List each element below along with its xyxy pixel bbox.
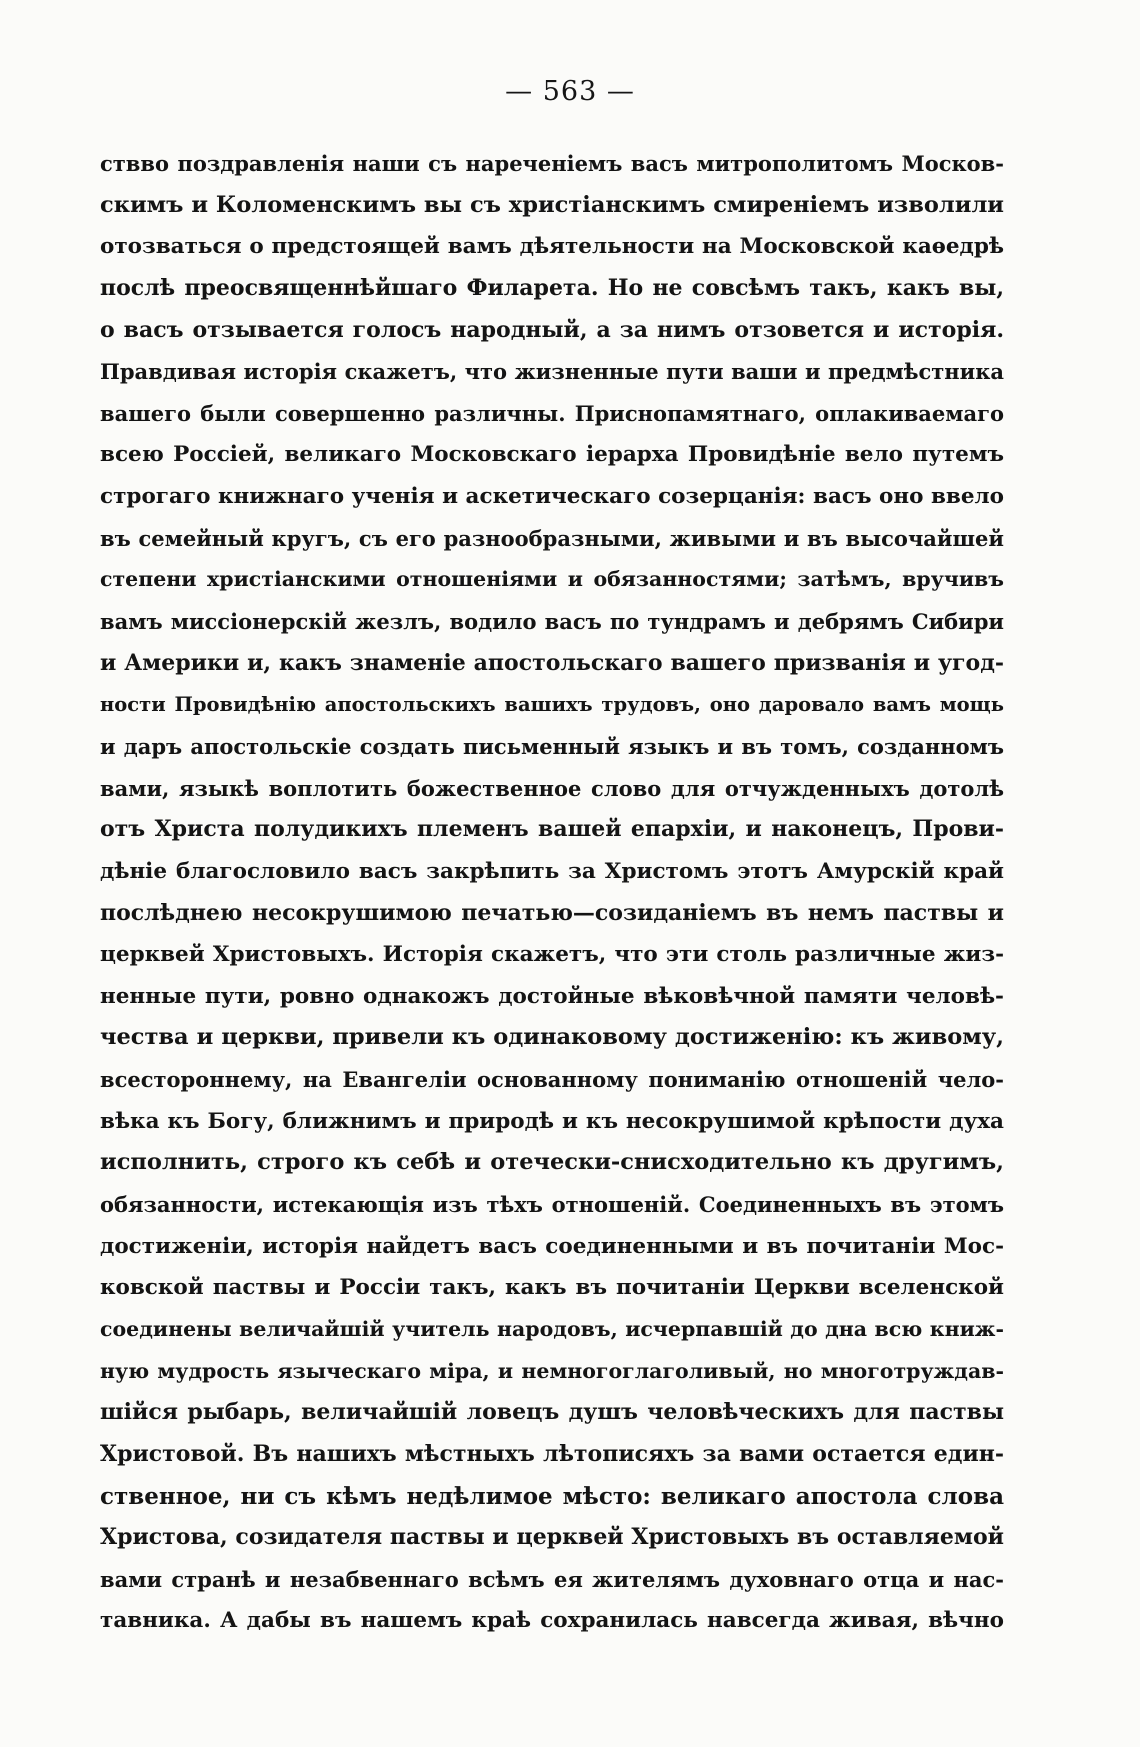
text-line: и Америки и, какъ знаменіе апостольскаго вашего призванія и угод-: [100, 649, 1004, 676]
text-line: вамъ миссіонерскій жезлъ, водило васъ по тундрамъ и дебрямъ Сибири: [100, 609, 1004, 635]
text-line: вами, языкѣ воплотить божественное слово для отчужденныхъ дотолѣ: [100, 775, 1004, 801]
body-text: [100, 143, 1004, 1642]
text-line: ственное, ни съ кѣмъ недѣлимое мѣсто: великаго апостола слова: [100, 1482, 1004, 1510]
text-line: вѣка къ Богу, ближнимъ и природѣ и къ несокрушимой крѣпости духа: [100, 1108, 1004, 1134]
text-line: ствво поздравленія наши съ нареченіемъ васъ митрополитомъ Москов-: [100, 151, 1004, 176]
text-line: Правдивая исторія скажетъ, что жизненные пути ваши и предмѣстника: [100, 359, 1004, 385]
text-line: степени христіанскими отношеніями и обязанностями; затѣмъ, вручивъ: [100, 567, 1004, 592]
text-line: Христова, созидателя паствы и церквей Христовыхъ въ оставляемой: [100, 1524, 1004, 1551]
text-line: дѣніе благословило васъ закрѣпить за Христомъ этотъ Амурскій край: [100, 858, 1004, 884]
text-line: всестороннему, на Евангеліи основанному пониманію отношеній чело-: [100, 1067, 1004, 1093]
text-line: соединены величайшій учитель народовъ, исчерпавшій до дна всю книж-: [100, 1316, 1004, 1341]
text-line: строгаго книжнаго ученія и аскетическаго созерцанія: васъ оно ввело: [100, 484, 1004, 510]
text-line: ненные пути, ровно однакожъ достойные вѣковѣчной памяти человѣ-: [100, 983, 1004, 1009]
text-line: всею Россіей, великаго Московскаго іерарха Провидѣніе вело путемъ: [100, 442, 1004, 468]
text-line: Христовой. Въ нашихъ мѣстныхъ лѣтописяхъ за вами остается един-: [100, 1440, 1004, 1467]
text-line: послѣ преосвященнѣйшаго Филарета. Но не совсѣмъ такъ, какъ вы,: [100, 274, 1004, 301]
text-line: ную мудрость языческаго міра, и немногоглаголивый, но многотруждав-: [100, 1358, 1004, 1383]
text-line: отъ Христа полудикихъ племенъ вашей епархіи, и наконецъ, Прови-: [100, 816, 1004, 843]
text-line: и даръ апостольскіе создать письменный языкъ и въ томъ, созданномъ: [100, 733, 1004, 759]
text-line: ковской паствы и Россіи такъ, какъ въ почитаніи Церкви вселенской: [100, 1275, 1004, 1301]
text-line: исполнить, строго къ себѣ и отечески-снисходительно къ другимъ,: [100, 1149, 1004, 1176]
text-line: обязанности, истекающія изъ тѣхъ отношеній. Соединенныхъ въ этомъ: [100, 1192, 1004, 1218]
text-line: въ семейный кругъ, съ его разнообразными, живыми и въ высочайшей: [100, 525, 1004, 551]
text-line: ности Провидѣнію апостольскихъ вашихъ трудовъ, оно даровало вамъ мощь: [100, 693, 1004, 717]
text-line: тавника. А дабы въ нашемъ краѣ сохранилась навсегда живая, вѣчно: [100, 1608, 1004, 1634]
text-line: шійся рыбарь, величайшій ловецъ душъ человѣческихъ для паствы: [100, 1399, 1004, 1426]
text-line: отозваться о предстоящей вамъ дѣятельности на Московской каѳедрѣ: [100, 234, 1004, 260]
text-line: скимъ и Коломенскимъ вы съ христіанскимъ смиреніемъ изволили: [100, 191, 1004, 218]
text-line: чества и церкви, привели къ одинаковому достиженію: къ живому,: [100, 1024, 1004, 1051]
text-line: вами странѣ и незабвеннаго всѣмъ ея жителямъ духовнаго отца и нас-: [100, 1566, 1004, 1592]
text-line: церквей Христовыхъ. Исторія скажетъ, что эти столь различные жиз-: [100, 942, 1004, 968]
text-line: вашего были совершенно различны. Приснопамятнаго, оплакиваемаго: [100, 400, 1004, 426]
text-line: достиженіи, исторія найдетъ васъ соединенными и въ почитаніи Мос-: [100, 1233, 1004, 1259]
text-line: о васъ отзывается голосъ народный, а за нимъ отзовется и исторія.: [100, 316, 1004, 343]
page-number: — 563 —: [505, 76, 635, 107]
text-line: послѣднею несокрушимою печатью—созиданіемъ въ немъ паствы и: [100, 899, 1004, 926]
